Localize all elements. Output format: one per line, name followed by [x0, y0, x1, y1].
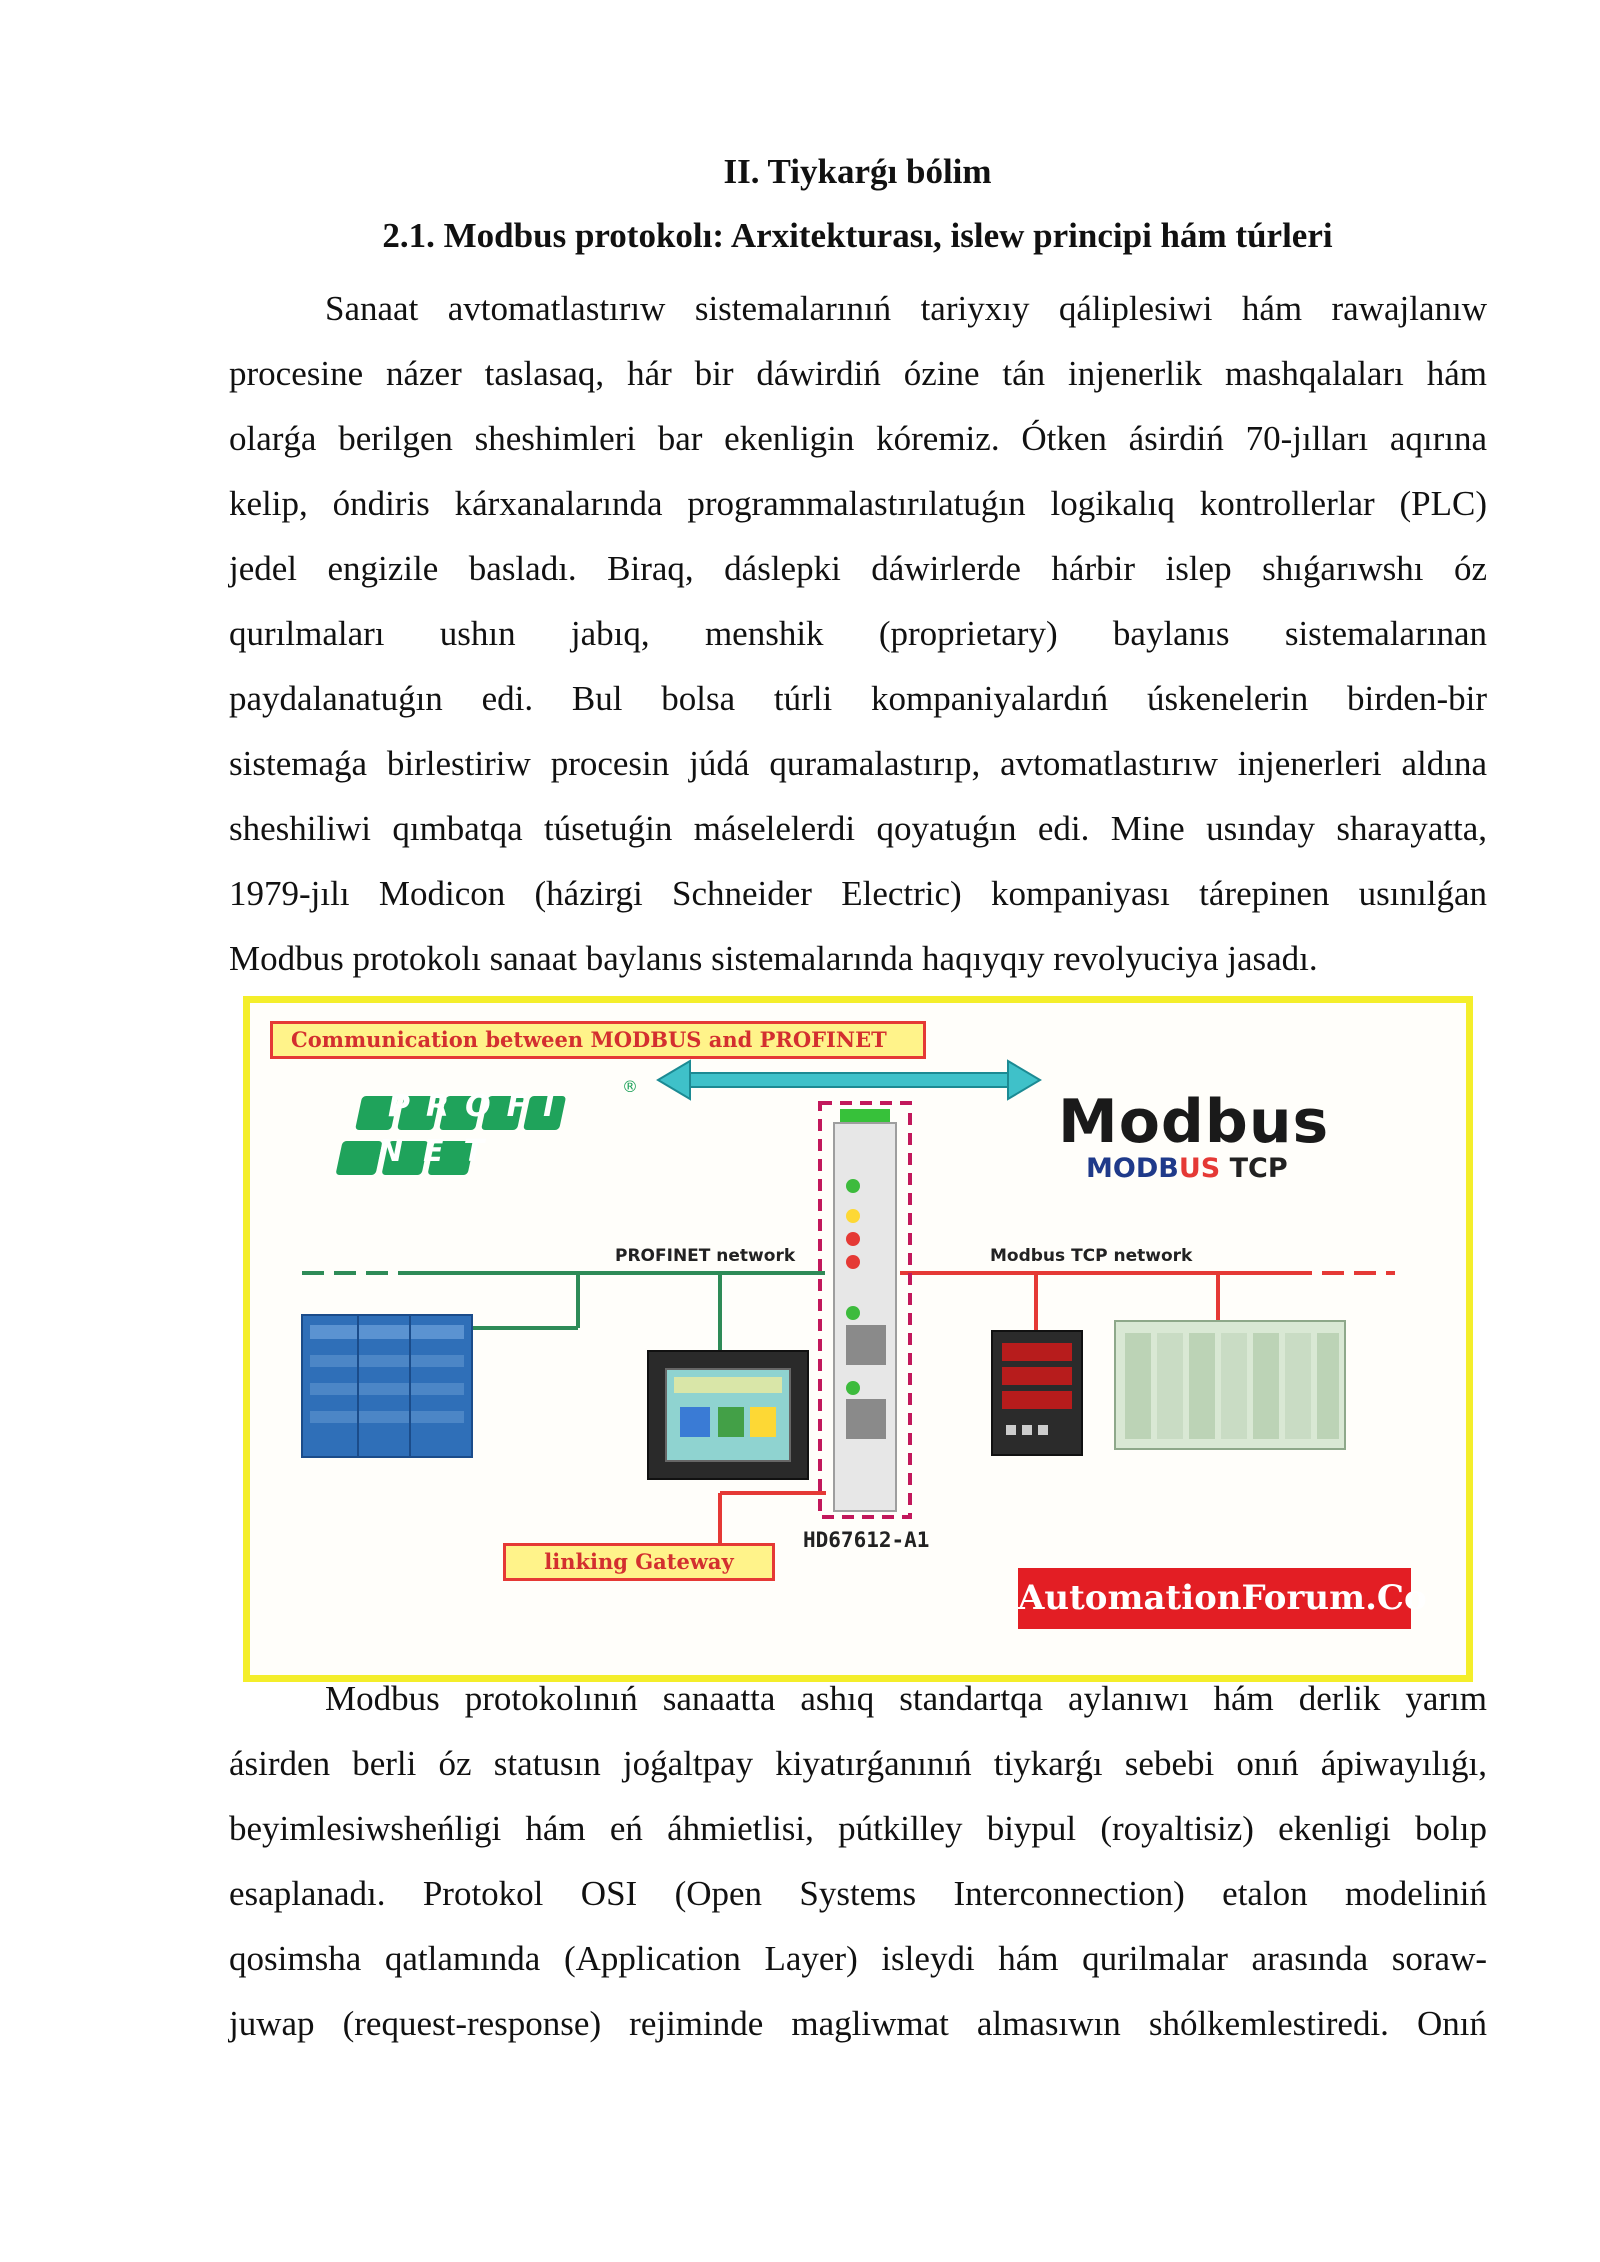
- text-line: Modbus protokolı sanaat baylanıs sistemalarında haqıyqıy revolyuciya jasadı.: [229, 939, 1318, 978]
- modbus-tcp-part-1: MODB: [1086, 1153, 1179, 1184]
- text-line: ásirden berli óz statusın joǵaltpay kiyatırǵanınıń tiykarǵı sebebi onıń ápiwayılıǵı,: [229, 1744, 1487, 1783]
- text-line: qurılmaları ushın jabıq, menshik (proprietary) baylanıs sistemalarınan: [229, 614, 1487, 653]
- text-line: paydalanatuǵın edi. Bul bolsa túrli kompaniyalardıń úskenelerin birden-bir: [229, 679, 1487, 718]
- text-line: Modbus protokolınıń sanaatta ashıq standartqa aylanıwı hám derlik yarım: [325, 1679, 1487, 1718]
- profinet-network-label: PROFINET network: [615, 1246, 796, 1266]
- text-line: juwap (request-response) rejiminde magliwmat almasıwın shólkemlestiredi. Onıń: [229, 2004, 1487, 2043]
- modbus-tcp-logo: [1086, 1153, 1288, 1184]
- gateway-device-icon: [820, 1103, 910, 1517]
- plc-device-icon: [302, 1315, 472, 1457]
- gateway-model-label: HD67612-A1: [803, 1528, 930, 1552]
- text-line: beyimlesiwsheńligi hám eń áhmietlisi, pútkilley biypul (royaltisiz) ekenligi bolıp: [229, 1809, 1487, 1848]
- section-heading: II. Tiykarǵı bólim: [723, 152, 992, 191]
- power-meter-icon: [992, 1331, 1082, 1455]
- modbus-tcp-part-3: TCP: [1220, 1153, 1288, 1184]
- text-line: 1979-jılı Modicon (házirgi Schneider Electric) kompaniyası tárepinen usınılǵan: [229, 874, 1487, 913]
- paragraph-intro: [229, 276, 1487, 991]
- text-line: procesine názer taslasaq, hár bir dáwirdiń ózine tán injenerlik mashqalaları hám: [229, 354, 1487, 393]
- registered-mark: ®: [622, 1077, 638, 1096]
- text-line: olarǵa berilgen sheshimleri bar ekenligin kóremiz. Ótken ásirdiń 70-jılları aqırına: [229, 419, 1487, 458]
- brand-watermark: AutomationForum.Co: [1018, 1568, 1411, 1629]
- text-line: Sanaat avtomatlastırıw sistemalarınıń tariyxıy qáliplesiwi hám rawajlanıw: [325, 289, 1487, 328]
- subsection-heading: 2.1. Modbus protokolı: Arxitekturası, islew principi hám túrleri: [382, 216, 1333, 255]
- hmi-panel-icon: [648, 1351, 808, 1479]
- gateway-caption: linking Gateway: [503, 1543, 775, 1581]
- paragraph-modbus-overview: [229, 1666, 1487, 2056]
- text-line: sistemaǵa birlestiriw procesin júdá quramalastırıp, avtomatlastırıw injenerleri aldına: [229, 744, 1487, 783]
- diagram-title-banner: Communication between MODBUS and PROFINET: [270, 1021, 926, 1059]
- text-line: qosimsha qatlamında (Application Layer) isleydi hám qurilmalar arasında soraw-: [229, 1939, 1487, 1978]
- bidirectional-arrow-icon: [658, 1061, 1040, 1099]
- modbus-plc-rack-icon: [1115, 1321, 1345, 1449]
- modbus-logo-text: Modbus: [1058, 1087, 1330, 1157]
- text-line: kelip, óndiris kárxanalarında programmalastırılatuǵın logikalıq kontrollerlar (PLC): [229, 484, 1487, 523]
- text-line: sheshiliwi qımbatqa túsetuǵin máselelerdi qoyatuǵın edi. Mine usınday sharayatta,: [229, 809, 1487, 848]
- profinet-logo-top: PROFI: [388, 1089, 571, 1124]
- text-line: jedel engizile basladı. Biraq, dáslepki dáwirlerde hárbir islep shıǵarıwshı óz: [229, 549, 1487, 588]
- modbus-network-label: Modbus TCP network: [990, 1246, 1193, 1266]
- text-line: esaplanadı. Protokol OSI (Open Systems Interconnection) etalon modeliniń: [229, 1874, 1487, 1913]
- profinet-logo-bottom: NET: [378, 1134, 505, 1169]
- modbus-profinet-figure: [243, 996, 1473, 1682]
- modbus-tcp-part-2: US: [1178, 1153, 1221, 1184]
